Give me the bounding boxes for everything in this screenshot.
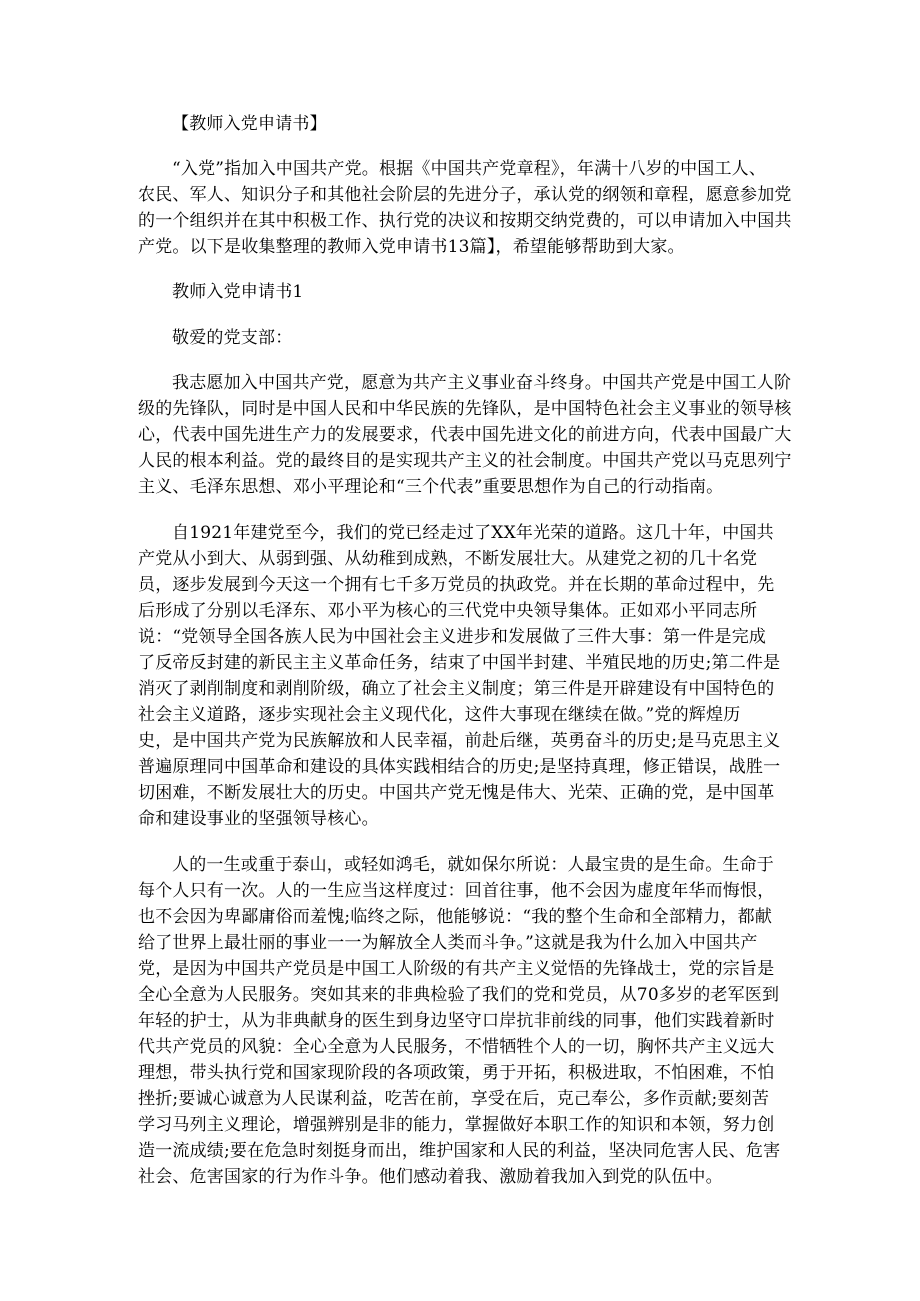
paragraph-line: 造一流成绩;要在危急时刻挺身而出，维护国家和人民的利益，坚决同危害人民、危害: [138, 1141, 781, 1161]
intro-line: 的一个组织并在其中积极工作、执行党的决议和按期交纳党费的，可以申请加入中国共: [138, 211, 792, 231]
intro-line: 产党。以下是收集整理的教师入党申请书13篇】，希望能够帮助到大家。: [138, 237, 685, 257]
paragraph-line: 了反帝反封建的新民主主义革命任务，结束了中国半封建、半殖民地的历史;第二件是: [138, 653, 781, 673]
paragraph-line: 消灭了剥削制度和剥削阶级，确立了社会主义制度；第三件是开辟建设有中国特色的: [138, 679, 775, 699]
paragraph-line: 产党从小到大、从弱到强、从幼稚到成熟，不断发展壮大。从建党之初的几十名党: [138, 549, 758, 569]
paragraph-line: 命和建设事业的坚强领导核心。: [138, 809, 379, 829]
paragraph-line: 党，是因为中国共产党员是中国工人阶级的有共产主义觉悟的先锋战士，党的宗旨是: [138, 959, 775, 979]
intro-line: 农民、军人、知识分子和其他社会阶层的先进分子，承认党的纲领和章程，愿意参加党: [138, 185, 792, 205]
paragraph-line: 主义、毛泽东思想、邓小平理论和“三个代表”重要思想作为自己的行动指南。: [138, 477, 724, 497]
paragraph-line: 代共产党员的风貌：全心全意为人民服务，不惜牺牲个人的一切，胸怀共产主义远大: [138, 1037, 775, 1057]
paragraph-line: 也不会因为卑鄙庸俗而羞愧;临终之际，他能够说：“我的整个生命和全部精力，都献: [138, 907, 773, 927]
section-title: 教师入党申请书1: [172, 282, 304, 302]
paragraph-line: 切困难，不断发展壮大的历史。中国共产党无愧是伟大、光荣、正确的党，是中国革: [138, 783, 775, 803]
paragraph-line: 挫折;要诚心诚意为人民谋利益，吃苦在前，享受在后，克己奉公，多作贡献;要刻苦: [138, 1089, 770, 1109]
paragraph-line: 心，代表中国先进生产力的发展要求，代表中国先进文化的前进方向，代表中国最广大: [138, 425, 792, 445]
paragraph-line: 给了世界上最壮丽的事业一一为解放全人类而斗争。”这就是我为什么加入中国共产: [138, 933, 758, 953]
paragraph-line: 社会、危害国家的行为作斗争。他们感动着我、激励着我加入到党的队伍中。: [138, 1167, 723, 1187]
paragraph-line: 人民的根本利益。党的最终目的是实现共产主义的社会制度。中国共产党以马克思列宁: [138, 451, 792, 471]
paragraph-line: 全心全意为人民服务。突如其来的非典检验了我们的党和党员，从70多岁的老军医到: [138, 985, 780, 1005]
paragraph-line: 理想，带头执行党和国家现阶段的各项政策，勇于开拓，积极进取，不怕困难，不怕: [138, 1063, 775, 1083]
paragraph-line: 史，是中国共产党为民族解放和人民幸福，前赴后继，英勇奋斗的历史;是马克思主义: [138, 731, 781, 751]
paragraph-line: 员，逐步发展到今天这一个拥有七千多万党员的执政党。并在长期的革命过程中，先: [138, 575, 775, 595]
paragraph-line: 自1921年建党至今，我们的党已经走过了XX年光荣的道路。这几十年，中国共: [172, 523, 774, 543]
paragraph-line: 每个人只有一次。人的一生应当这样度过：回首往事，他不会因为虚度年华而悔恨，: [138, 881, 775, 901]
paragraph-line: 普遍原理同中国革命和建设的具体实践相结合的历史;是坚持真理，修正错误，战胜一: [138, 757, 781, 777]
paragraph-line: 后形成了分别以毛泽东、邓小平为核心的三代党中央领导集体。正如邓小平同志所: [138, 601, 758, 621]
paragraph-line: 级的先锋队，同时是中国人民和中华民族的先锋队，是中国特色社会主义事业的领导核: [138, 399, 792, 419]
salutation: 敬爱的党支部：: [172, 328, 293, 348]
paragraph-line: 社会主义道路，逐步实现社会主义现代化，这件大事现在继续在做。”党的辉煌历: [138, 705, 741, 725]
paragraph-line: 人的一生或重于泰山，或轻如鸿毛，就如保尔所说：人最宝贵的是生命。生命于: [172, 855, 774, 875]
document-heading: 【教师入党申请书】: [172, 114, 327, 134]
intro-line: “入党”指加入中国共产党。根据《中国共产党章程》，年满十八岁的中国工人、: [172, 159, 767, 179]
paragraph-line: 我志愿加入中国共产党，愿意为共产主义事业奋斗终身。中国共产党是中国工人阶: [172, 373, 792, 393]
paragraph-line: 学习马列主义理论，增强辨别是非的能力，掌握做好本职工作的知识和本领，努力创: [138, 1115, 775, 1135]
paragraph-line: 说：“党领导全国各族人民为中国社会主义进步和发展做了三件大事：第一件是完成: [138, 627, 767, 647]
paragraph-line: 年轻的护士，从为非典献身的医生到身边坚守口岸抗非前线的同事，他们实践着新时: [138, 1011, 775, 1031]
